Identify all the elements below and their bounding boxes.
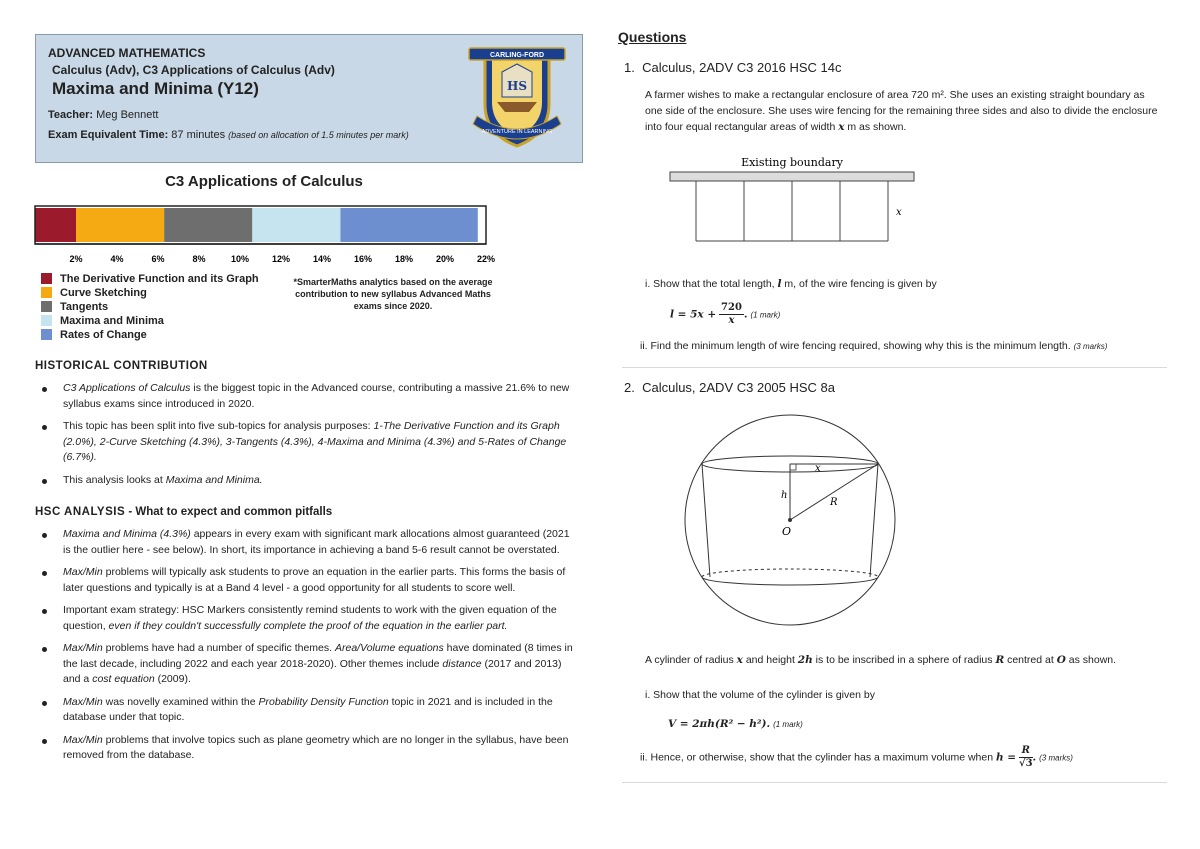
list-item: Max/Min was novelly examined within the Probability Density Function topic in 2021 and is included in the database under that topic.	[35, 695, 575, 726]
tick-label: 8%	[192, 254, 206, 264]
legend-item	[41, 301, 108, 315]
legend-item	[41, 329, 147, 343]
teacher-label: Teacher:	[48, 109, 94, 121]
time-note: (based on allocation of 1.5 minutes per mark)	[228, 130, 409, 140]
hsc-title: HSC ANALYSIS - What to expect and common pitfalls	[35, 506, 333, 518]
q1-part-i: i. Show that the total length, l m, of the wire fencing is given by	[645, 278, 937, 290]
subject-label: ADVANCED MATHEMATICS	[48, 46, 206, 60]
legend-swatch	[41, 329, 52, 340]
list-item: Max/Min problems that involve topics such as plane geometry which are no longer in the syllabus, have been removed from the database.	[35, 733, 575, 764]
list-item: This topic has been split into five sub-topics for analysis purposes: 1-The Derivative Function and its Graph (2.0%), 2-Curve Sketching (4.3%), 3-Tangents (4.3%), 4-Maxima and Minima (4.3%) and 5-Rates of Change (6.7%).	[35, 419, 575, 466]
svg-text:CARLING-FORD: CARLING-FORD	[489, 52, 545, 59]
legend-swatch	[41, 301, 52, 312]
bar-segment-4	[252, 208, 340, 242]
q2-title: 2. Calculus, 2ADV C3 2005 HSC 8a	[624, 380, 836, 395]
list-item: Max/Min problems have had a number of specific themes. Area/Volume equations have dominated (8 times in the last decade, including 2022 and each year 2018-2020). Other themes include distance (2017 and 2013) and a cost equation (2009).	[35, 641, 575, 688]
x-label: x	[896, 207, 902, 218]
chart-note: *SmarterMaths analytics based on the average contribution to new syllabus Advanced Maths exams since 2020.	[293, 277, 493, 311]
tick-label: 18%	[394, 254, 414, 264]
legend-swatch	[41, 287, 52, 298]
time-label: Exam Equivalent Time:	[48, 129, 169, 141]
legend-item	[41, 287, 147, 301]
legend-label: Curve Sketching	[60, 287, 147, 299]
tick-label: 4%	[110, 254, 124, 264]
list-item: This analysis looks at Maxima and Minima.	[35, 473, 575, 489]
q2-equation: V = 2πh(R² − h²). (1 mark)	[668, 718, 803, 730]
q2-intro: A cylinder of radius x and height 2h is to be inscribed in a sphere of radius R centred at O as shown.	[645, 654, 1117, 666]
tick-label: 12%	[271, 254, 291, 264]
school-crest-logo	[467, 42, 567, 150]
time-value: 87 minutes	[171, 129, 226, 141]
q2-part-i: i. Show that the volume of the cylinder is given by	[645, 689, 875, 701]
tick-label: 10%	[230, 254, 250, 264]
stacked-bar-chart	[30, 196, 510, 266]
bar-segment-1	[35, 208, 76, 242]
bar-segment-2	[76, 208, 164, 242]
list-item: Maxima and Minima (4.3%) appears in every exam with significant mark allocations almost guaranteed (2021 is the outlier here - see below). In short, its importance in achieving a band 5-6 result cannot be overstated.	[35, 527, 575, 558]
label-O: O	[782, 525, 792, 538]
hsc-list	[35, 527, 575, 771]
tick-label: 6%	[151, 254, 165, 264]
label-h: h	[781, 490, 788, 501]
tick-label: 20%	[435, 254, 455, 264]
q1-intro: A farmer wishes to make a rectangular enclosure of area 720 m². She uses an existing straight boundary as one side of the enclosure. She uses wire fencing for the remaining three sides and also to divide the enclosure into four equal rectangular areas of width x m as shown.	[645, 89, 1158, 133]
legend-label: The Derivative Function and its Graph	[60, 273, 259, 285]
label-x: x	[815, 463, 821, 474]
bar-segment-3	[164, 208, 252, 242]
legend-swatch	[41, 273, 52, 284]
q1-part-ii: ii. Find the minimum length of wire fencing required, showing why this is the minimum length. (3 marks)	[640, 340, 1108, 352]
tick-label: 2%	[69, 254, 83, 264]
tick-label: 14%	[312, 254, 332, 264]
sphere-cylinder-diagram	[680, 405, 900, 635]
teacher-name: Meg Bennett	[96, 109, 159, 121]
q1-equation: l = 5x + $\frac{720}{x}$ . (1 mark)	[670, 302, 781, 326]
divider	[622, 782, 1167, 783]
fence-diagram	[668, 152, 918, 246]
q1-title: 1. Calculus, 2ADV C3 2016 HSC 14c	[624, 60, 842, 75]
historical-title: HISTORICAL CONTRIBUTION	[35, 360, 208, 372]
tick-label: 22%	[476, 254, 496, 264]
legend-item	[41, 273, 259, 287]
legend-label: Maxima and Minima	[60, 315, 164, 327]
legend-label: Rates of Change	[60, 329, 147, 341]
q2-part-ii: ii. Hence, or otherwise, show that the cylinder has a maximum volume when h = $\frac{R}{√3}$ . (3 marks)	[640, 745, 1073, 769]
label-R: R	[830, 497, 838, 508]
legend-label: Tangents	[60, 301, 109, 313]
legend-swatch	[41, 315, 52, 326]
tick-label: 16%	[353, 254, 373, 264]
boundary-label: Existing boundary	[741, 156, 843, 169]
chart-title: C3 Applications of Calculus	[165, 173, 363, 190]
legend-item	[41, 315, 164, 329]
divider	[622, 367, 1167, 368]
list-item: Max/Min problems will typically ask students to prove an equation in the earlier parts. This forms the basis of later questions and typically is at a Band 4 level - a good opportunity for all students to score well.	[35, 565, 575, 596]
list-item: Important exam strategy: HSC Markers consistently remind students to work with the given equation of the question, even if they couldn't successfully complete the proof of the equation in the earlier part.	[35, 603, 575, 634]
svg-text:HS: HS	[506, 79, 528, 93]
list-item: C3 Applications of Calculus is the biggest topic in the Advanced course, contributing a massive 21.6% to new syllabus exams since introduced in 2020.	[35, 381, 575, 412]
course-label: Calculus (Adv), C3 Applications of Calculus (Adv)	[52, 63, 335, 77]
svg-text:ADVENTURE IN LEARNING: ADVENTURE IN LEARNING	[481, 129, 553, 135]
time-line	[48, 129, 409, 141]
historical-list	[35, 381, 575, 495]
questions-heading: Questions	[618, 29, 687, 45]
teacher-line	[48, 109, 158, 121]
page-title: Maxima and Minima (Y12)	[52, 79, 259, 98]
bar-segment-5	[340, 208, 477, 242]
